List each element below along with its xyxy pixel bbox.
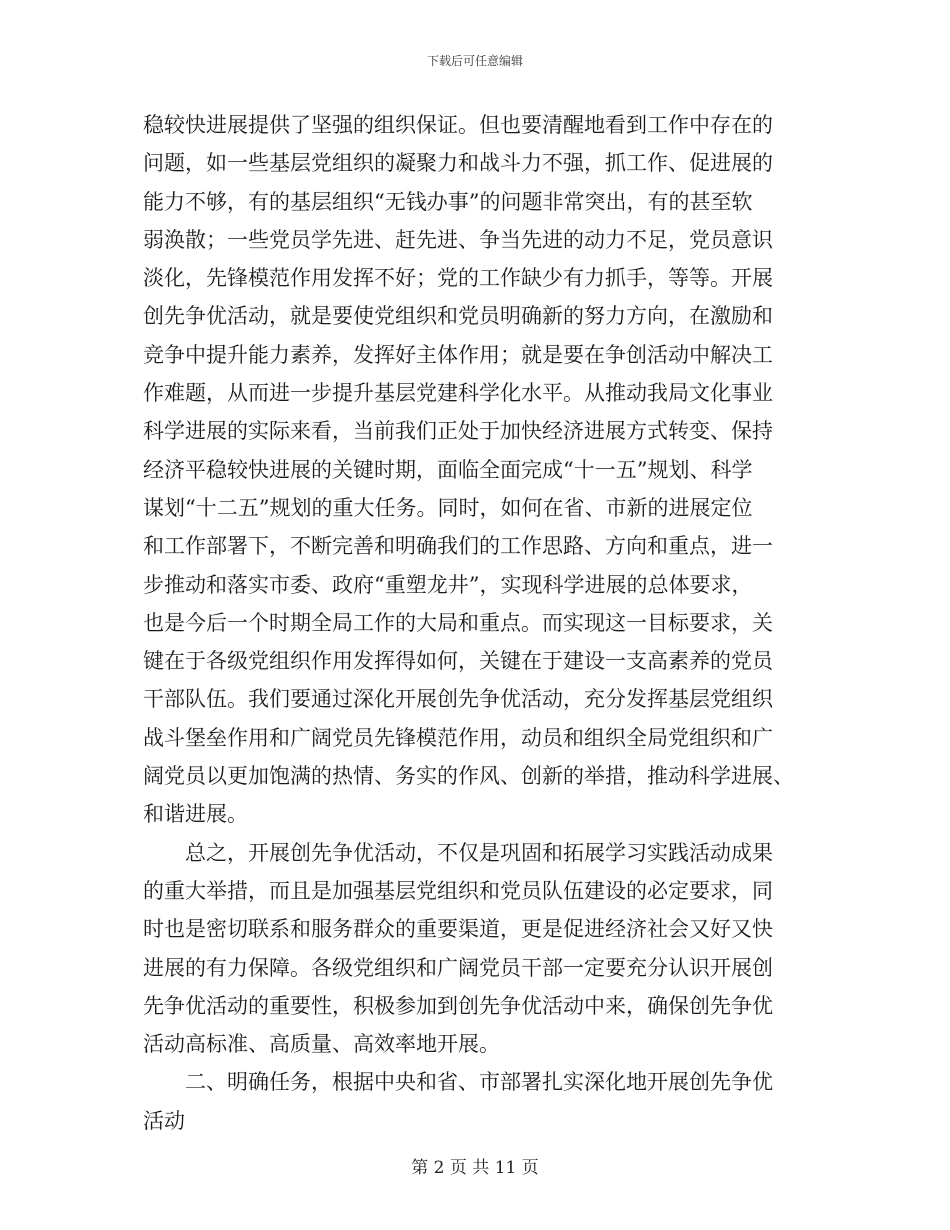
text-line: 问题，如一些基层党组织的凝聚力和战斗力不强，抓工作、促进展的 <box>143 151 773 176</box>
text-line: 谋划“十二五”规划的重大任务。同时，如何在省、市新的进展定位 <box>143 495 753 520</box>
text-line: 键在于各级党组织作用发挥得如何，关键在于建设一支高素养的党员 <box>143 649 773 674</box>
text-line: 作难题，从而进一步提升基层党建科学化水平。从推动我局文化事业 <box>143 381 773 406</box>
text-line: 干部队伍。我们要通过深化开展创先争优活动，充分发挥基层党组织 <box>143 687 773 712</box>
text-line: 战斗堡垒作用和广阔党员先锋模范作用，动员和组织全局党组织和广 <box>143 725 773 750</box>
text-line: 经济平稳较快进展的关键时期，面临全面完成“十一五”规划、科学 <box>143 457 753 482</box>
paragraph-start-line: 总之，开展创先争优活动，不仅是巩固和拓展学习实践活动成果 <box>185 840 773 865</box>
text-line: 时也是密切联系和服务群众的重要渠道，更是促进经济社会又好又快 <box>143 917 773 942</box>
text-line: 竞争中提升能力素养，发挥好主体作用；就是要在争创活动中解决工 <box>143 342 773 367</box>
text-line: 阔党员以更加饱满的热情、务实的作风、创新的举措，推动科学进展、 <box>143 764 794 789</box>
text-line: 弱涣散；一些党员学先进、赶先进、争当先进的动力不足，党员意识 <box>143 227 773 252</box>
text-line: 先争优活动的重要性，积极参加到创先争优活动中来，确保创先争优 <box>143 993 773 1018</box>
page-number: 第 2 页 共 11 页 <box>411 1158 539 1178</box>
text-line: 和工作部署下，不断完善和明确我们的工作思路、方向和重点，进一 <box>143 534 773 559</box>
text-line: 稳较快进展提供了坚强的组织保证。但也要清醒地看到工作中存在的 <box>143 113 773 137</box>
text-line: 活动高标准、高质量、高效率地开展。 <box>143 1032 500 1057</box>
text-line: 和谐进展。 <box>143 802 248 827</box>
document-body <box>143 106 823 1140</box>
text-line: 步推动和落实市委、政府“重塑龙井”，实现科学进展的总体要求， <box>143 572 753 597</box>
text-line: 活动 <box>143 1108 185 1133</box>
text-line: 淡化，先锋模范作用发挥不好；党的工作缺少有力抓手，等等。开展 <box>143 266 773 291</box>
text-line: 进展的有力保障。各级党组织和广阔党员干部一定要充分认识开展创 <box>143 955 773 980</box>
text-line: 创先争优活动，就是要使党组织和党员明确新的努力方向，在激励和 <box>143 304 773 329</box>
text-line: 科学进展的实际来看，当前我们正处于加快经济进展方式转变、保持 <box>143 419 773 444</box>
text-line: 也是今后一个时期全局工作的大局和重点。而实现这一目标要求，关 <box>143 610 773 635</box>
text-line: 的重大举措，而且是加强基层党组织和党员队伍建设的必定要求，同 <box>143 878 773 903</box>
section-heading-line: 二、明确任务，根据中央和省、市部署扎实深化地开展创先争优 <box>185 1070 773 1095</box>
page-header: 下载后可任意编辑 <box>426 54 523 68</box>
text-line: 能力不够，有的基层组织“无钱办事”的问题非常突出，有的甚至软 <box>143 189 753 214</box>
